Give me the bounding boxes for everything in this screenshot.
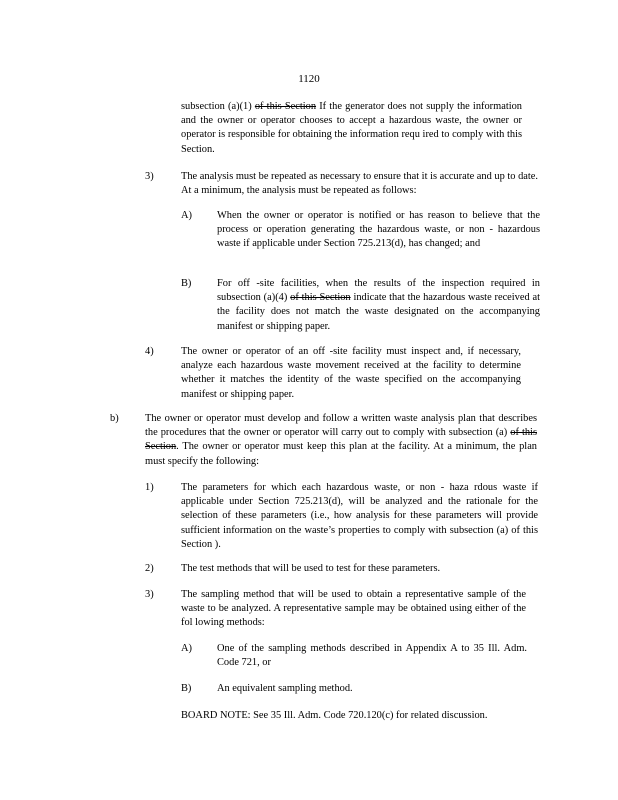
paragraph-text: indicate that the hazardous waste received at the facility does not match the waste designated on the accompanying manifest or shipping paper.	[217, 292, 540, 332]
b-item-label-1: 1)	[145, 482, 154, 493]
b-item-label-3: 3)	[145, 589, 154, 600]
subitem-A-text: When the owner or operator is notified or has reason to believe that the process or operation generating the hazardous waste, or non - hazardous waste if applicable under Section 725.213(d), has changed; and	[217, 210, 540, 250]
deleted-text: of this Section	[254, 101, 317, 112]
b-item-label-2: 2)	[145, 563, 154, 574]
b-item-3-text: The sampling method that will be used to obtain a representative sample of the waste to be analyzed. A representative sample may be obtained using either of the fol lowing methods:	[181, 589, 526, 629]
b-subitem-label-A: A)	[181, 643, 192, 654]
b-item-2-text: The test methods that will be used to test for these parameters.	[181, 563, 441, 574]
item-label-3: 3)	[145, 171, 154, 182]
subitem-label-A: A)	[181, 210, 192, 221]
deleted-text: of this Section	[145, 427, 537, 453]
b-item-1-text: The parameters for which each hazardous waste, or non - haza rdous waste if applicable under Section 725.213(d), will be analyzed and the rationale for the selection of these parameters (i.e., how analysis for these parameters will provide sufficient information on the waste’s properties to comply with subsection (a) of this Section ).	[181, 482, 538, 550]
item-label-4: 4)	[145, 346, 154, 357]
paragraph-text: subsection (a)(1)	[181, 101, 255, 112]
paragraph-text: If the generator does not supply the information and the owner or operator chooses to accept a hazardous waste, the owner or operator is responsible for obtaining the information requ ired to comply with this Section.	[181, 101, 522, 155]
continuation-paragraph	[181, 100, 522, 157]
subsection-label-b: b)	[110, 413, 119, 424]
subitem-label-B: B)	[181, 278, 192, 289]
paragraph-text: For off -site facilities, when the results of the inspection required in subsection (a)(4)	[217, 278, 540, 304]
paragraph-text: The owner or operator must develop and follow a written waste analysis plan that describes the procedures that the owner or operator will carry out to comply with subsection (a)	[145, 413, 537, 439]
board-note: BOARD NOTE: See 35 Ill. Adm. Code 720.120(c) for related discussion.	[181, 710, 488, 721]
item-3-text: The analysis must be repeated as necessary to ensure that it is accurate and up to date. At a minimum, the analysis must be repeated as follows:	[181, 171, 538, 197]
subsection-b-text	[145, 412, 537, 469]
b-subitem-B-text: An equivalent sampling method.	[217, 683, 353, 694]
page-number: 1120	[298, 73, 320, 85]
subitem-B-text	[217, 277, 540, 334]
item-4-text: The owner or operator of an off -site facility must inspect and, if necessary, analyze each hazardous waste movement received at the facility to determine whether it matches the identity of the waste specified on the accompanying manifest or shipping paper.	[181, 346, 521, 400]
b-subitem-A-text: One of the sampling methods described in Appendix A to 35 Ill. Adm. Code 721, or	[217, 643, 527, 669]
deleted-text: of this Section	[290, 292, 351, 304]
paragraph-text: . The owner or operator must keep this plan at the facility. At a minimum, the plan must specify the following:	[145, 441, 537, 467]
b-subitem-label-B: B)	[181, 683, 192, 694]
